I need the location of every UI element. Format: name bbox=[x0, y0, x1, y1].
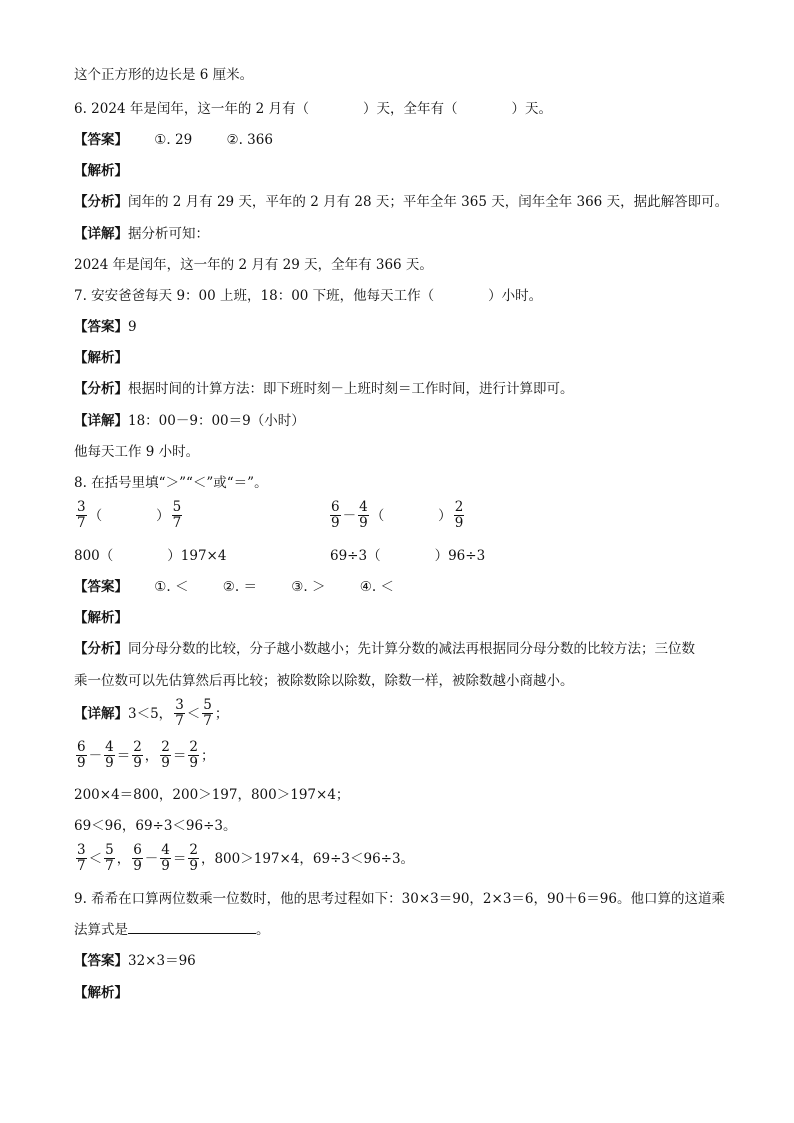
fraction: $\frac{2}{9}$ bbox=[189, 842, 198, 874]
compare-row-1b bbox=[328, 500, 466, 531]
compare-row-2b: 69÷3（ ）96÷3 bbox=[330, 548, 486, 564]
xiangjie-tag: 【详解】 bbox=[74, 705, 128, 722]
fenxi-text: 同分母分数的比较，分子越小数越小；先计算分数的减法再根据同分母分数的比较方法；三位数 bbox=[128, 641, 695, 657]
fraction: $\frac{5}{7}$ bbox=[203, 697, 212, 729]
jiexi-tag: 【解析】 bbox=[74, 610, 128, 626]
answer-3: ③. ＞ bbox=[291, 579, 326, 595]
jiexi-tag: 【解析】 bbox=[74, 985, 128, 1001]
xiangjie-summary: $\frac{3}{7}$ ＜ $\frac{5}{7}$ ， $\frac{6}{9}$ － $\frac{4}{9}$ ＝ $\frac{2}{9}$ ，800＞197×4，69÷3＜96÷3。 bbox=[77, 842, 415, 874]
answer-tag: 【答案】 bbox=[74, 579, 128, 595]
fraction: $\frac{6}{9}$ bbox=[331, 499, 340, 531]
jiexi-tag: 【解析】 bbox=[74, 350, 128, 366]
answer-2: ②. ＝ bbox=[222, 579, 257, 595]
fraction: $\frac{2}{9}$ bbox=[133, 739, 142, 771]
question-8: 8. 在括号里填“＞”“＜”或“＝”。 bbox=[74, 475, 268, 491]
text-line: 这个正方形的边长是 6 厘米。 bbox=[74, 67, 254, 83]
fraction: $\frac{4}{9}$ bbox=[359, 499, 368, 531]
answer-line bbox=[74, 318, 137, 336]
question-9-cont: 法算式是 。 bbox=[74, 922, 270, 938]
fraction: $\frac{5}{7}$ bbox=[105, 842, 114, 874]
fenxi-tag: 【分析】 bbox=[74, 381, 128, 397]
fraction: $\frac{2}{9}$ bbox=[189, 739, 198, 771]
answer-1: ①. ＜ bbox=[154, 579, 189, 595]
fenxi-text-cont: 乘一位数可以先估算然后再比较；被除数除以除数，除数一样，被除数越小商越小。 bbox=[74, 673, 574, 689]
fraction: $\frac{6}{9}$ bbox=[133, 842, 142, 874]
xiangjie-tag: 【详解】 bbox=[74, 226, 128, 242]
answer-tag: 【答案】 bbox=[74, 319, 128, 335]
answer-1: ①. 29 bbox=[154, 132, 193, 148]
answer-blank[interactable] bbox=[128, 921, 256, 934]
fraction: $\frac{2}{9}$ bbox=[161, 739, 170, 771]
fraction: $\frac{3}{7}$ bbox=[77, 842, 86, 874]
fraction: $\frac{3}{7}$ bbox=[77, 499, 86, 531]
xiangjie-text: 据分析可知： bbox=[128, 226, 209, 242]
fenxi-line bbox=[74, 193, 728, 211]
xiangjie-step: 69＜96，69÷3＜96÷3。 bbox=[74, 818, 237, 834]
compare-row-1a bbox=[74, 500, 184, 531]
question-6: 6. 2024 年是闰年，这一年的 2 月有（ ）天，全年有（ ）天。 bbox=[74, 101, 552, 117]
fenxi-text: 根据时间的计算方法：即下班时刻－上班时刻＝工作时间，进行计算即可。 bbox=[128, 381, 574, 397]
fenxi-line bbox=[74, 380, 574, 398]
answer-2: ②. 366 bbox=[226, 132, 273, 148]
jiexi-tag: 【解析】 bbox=[74, 163, 128, 179]
answer-value: 9 bbox=[128, 319, 137, 335]
fraction: $\frac{2}{9}$ bbox=[454, 499, 464, 531]
xiangjie-tag: 【详解】 bbox=[74, 413, 128, 429]
fenxi-tag: 【分析】 bbox=[74, 641, 128, 657]
question-7: 7. 安安爸爸每天 9：00 上班，18：00 下班，他每天工作（ ）小时。 bbox=[74, 288, 543, 304]
fraction: $\frac{6}{9}$ bbox=[77, 739, 86, 771]
answer-line bbox=[74, 131, 273, 149]
fraction: $\frac{4}{9}$ bbox=[105, 739, 114, 771]
fenxi-text: 闰年的 2 月有 29 天，平年的 2 月有 28 天；平年全年 365 天，闰年全年 366 天，据此解答即可。 bbox=[128, 194, 729, 210]
result-line: 2024 年是闰年，这一年的 2 月有 29 天，全年有 366 天。 bbox=[74, 257, 433, 273]
fenxi-line bbox=[74, 640, 695, 658]
answer-line bbox=[74, 952, 196, 970]
fraction: $\frac{4}{9}$ bbox=[161, 842, 170, 874]
answer-tag: 【答案】 bbox=[74, 953, 128, 969]
minus-sign: － bbox=[342, 507, 357, 524]
blank-parens: （ ） bbox=[88, 507, 170, 524]
xiangjie-step: 200×4＝800，200＞197，800＞197×4； bbox=[74, 787, 350, 803]
fraction: $\frac{5}{7}$ bbox=[172, 499, 182, 531]
question-9: 9. 希希在口算两位数乘一位数时，他的思考过程如下：30×3＝90，2×3＝6，90＋6＝96。他口算的这道乘 bbox=[74, 891, 725, 907]
result-line: 他每天工作 9 小时。 bbox=[74, 444, 200, 460]
fraction: $\frac{3}{7}$ bbox=[175, 697, 184, 729]
answer-line bbox=[74, 578, 394, 596]
answer-4: ④. ＜ bbox=[359, 579, 394, 595]
xiangjie-line bbox=[74, 412, 305, 430]
answer-tag: 【答案】 bbox=[74, 132, 128, 148]
compare-row-2a: 800（ ）197×4 bbox=[74, 548, 227, 564]
answer-value: 32×3＝96 bbox=[128, 953, 196, 969]
blank-parens: （ ） bbox=[370, 507, 452, 524]
xiangjie-line bbox=[74, 225, 209, 243]
xiangjie-text: 18：00－9：00＝9（小时） bbox=[128, 413, 305, 429]
xiangjie-step: $\frac{6}{9}$ － $\frac{4}{9}$ ＝ $\frac{2}{9}$ ， $\frac{2}{9}$ ＝ $\frac{2}{9}$ ； bbox=[77, 739, 215, 771]
xiangjie-line: 【详解】3＜5， $\frac{3}{7}$ ＜ $\frac{5}{7}$ ； bbox=[74, 697, 229, 729]
fenxi-tag: 【分析】 bbox=[74, 194, 128, 210]
